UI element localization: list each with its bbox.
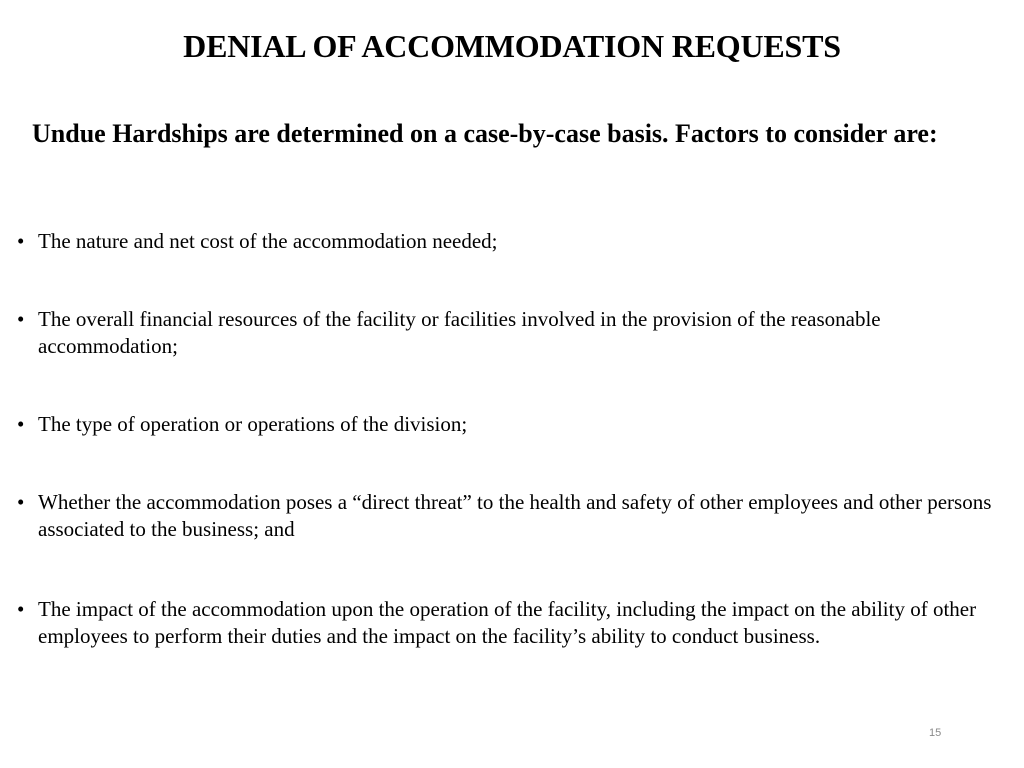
- slide-subtitle: Undue Hardships are determined on a case-by-case basis. Factors to consider are:: [32, 119, 938, 148]
- list-item: [17, 489, 992, 543]
- slide-title: DENIAL OF ACCOMMODATION REQUESTS: [183, 28, 841, 64]
- list-item: [17, 306, 992, 360]
- list-item-text: The nature and net cost of the accommodation needed;: [38, 229, 498, 253]
- list-item: [17, 228, 992, 255]
- bullet-icon: •: [17, 490, 25, 514]
- page-number: 15: [929, 727, 942, 739]
- list-item-text: The impact of the accommodation upon the operation of the facility, including the impact on the ability of other employees to perform their duties and the impact on the facility’s ability to conduct business.: [38, 597, 977, 648]
- list-item: [17, 411, 992, 438]
- bullet-icon: •: [17, 229, 25, 253]
- list-item-text: Whether the accommodation poses a “direct threat” to the health and safety of other employees and other persons associated to the business; and: [38, 490, 992, 541]
- list-item: [17, 596, 992, 650]
- bullet-icon: •: [17, 597, 25, 621]
- list-item-text: The overall financial resources of the facility or facilities involved in the provision of the reasonable accommodation;: [38, 307, 881, 358]
- bullet-icon: •: [17, 412, 25, 436]
- bullet-icon: •: [17, 307, 25, 331]
- list-item-text: The type of operation or operations of the division;: [38, 412, 468, 436]
